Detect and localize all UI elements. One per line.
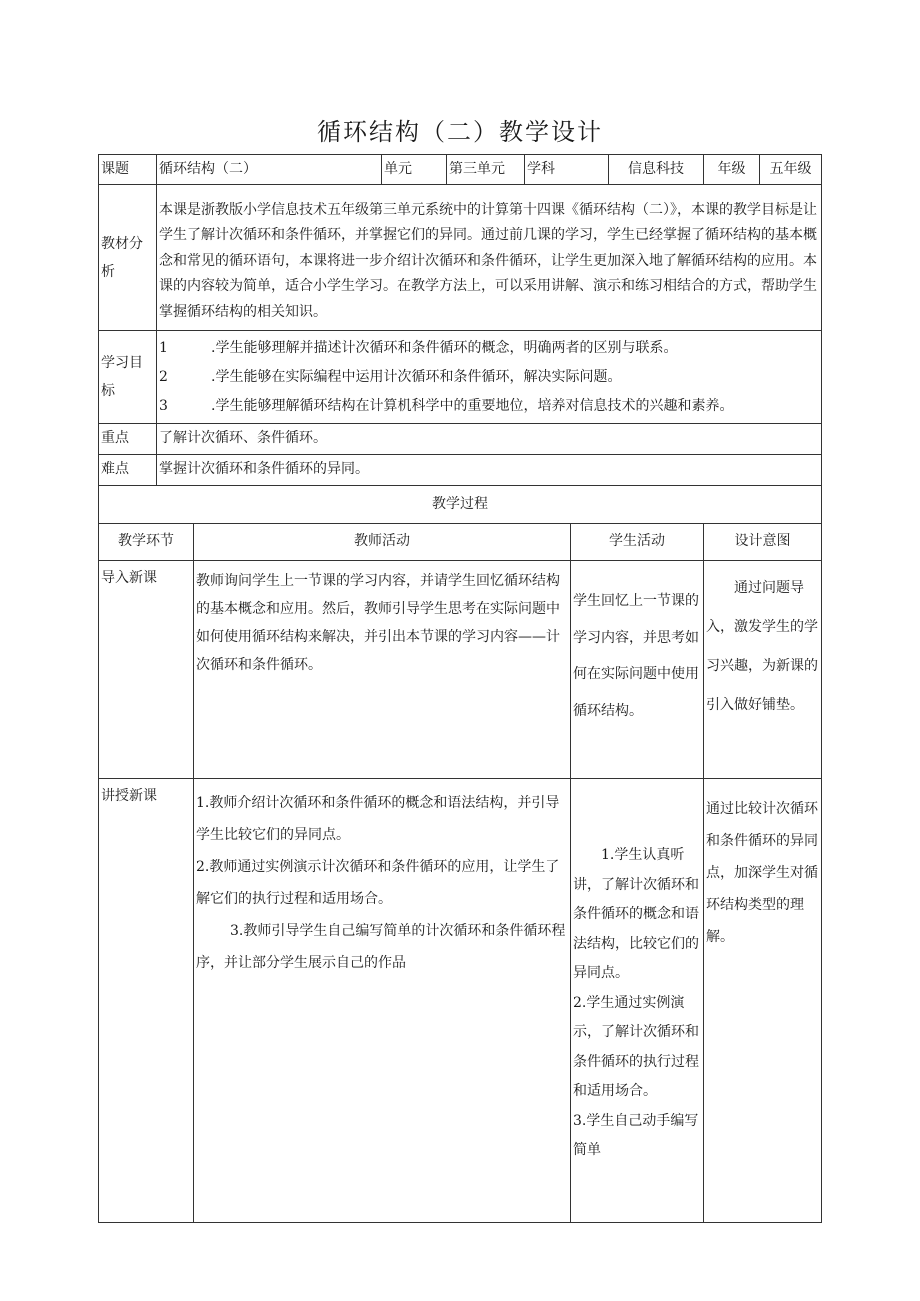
objectives-list	[157, 331, 822, 424]
process-header-row	[99, 524, 822, 561]
difficulty-label: 难点	[99, 455, 157, 486]
stage-cell: 导入新课	[99, 561, 194, 779]
difficulty-row	[99, 455, 822, 486]
objective-number: 2	[159, 368, 168, 385]
key-point-row	[99, 424, 822, 455]
student-step: 1.学生认真听讲，了解计次循环和条件循环的概念和语法结构，比较它们的异同点。	[573, 847, 699, 981]
analysis-label: 教材分析	[99, 185, 157, 331]
objective-text: .学生能够在实际编程中运用计次循环和条件循环，解决实际问题。	[211, 368, 622, 385]
header-student: 学生活动	[571, 524, 704, 561]
header-stage: 教学环节	[99, 524, 194, 561]
header-teacher: 教师活动	[194, 524, 571, 561]
student-activity-list	[571, 779, 704, 1223]
grade-label: 年级	[704, 155, 760, 185]
objectives-label: 学习目标	[99, 331, 157, 424]
objective-number: 1	[159, 339, 168, 356]
process-row-teach	[99, 779, 822, 1223]
objective-item	[159, 363, 819, 392]
header-intent: 设计意图	[704, 524, 822, 561]
topic-value: 循环结构（二）	[157, 155, 382, 185]
student-activity: 学生回忆上一节课的学习内容，并思考如何在实际问题中使用循环结构。	[571, 561, 704, 779]
teacher-activity: 教师询问学生上一节课的学习内容，并请学生回忆循环结构的基本概念和应用。然后，教师引导学生思考在实际问题中如何使用循环结构来解决，并引出本节课的学习内容——计次循环和条件循环。	[194, 561, 571, 779]
teacher-step: 3.教师引导学生自己编写简单的计次循环和条件循环程序，并让部分学生展示自己的作品	[196, 923, 566, 971]
student-step: 3.学生自己动手编写简单	[573, 1112, 699, 1158]
design-intent: 通过比较计次循环和条件循环的异同点，加深学生对循环结构类型的理解。	[704, 779, 822, 1223]
process-row-intro	[99, 561, 822, 779]
objectives-row	[99, 331, 822, 424]
lesson-plan-table	[98, 154, 822, 1223]
info-row	[99, 155, 822, 185]
stage-cell: 讲授新课	[99, 779, 194, 1223]
objective-number: 3	[159, 397, 168, 414]
objective-item	[159, 334, 819, 363]
document-title: 循环结构（二）教学设计	[317, 118, 603, 146]
analysis-text: 本课是浙教版小学信息技术五年级第三单元系统中的计算第十四课《循环结构（二）》，本课的教学目标是让学生了解计次循环和条件循环，并掌握它们的异同。通过前几课的学习，学生已经掌握了循环结构的基本概念和常见的循环语句，本课将进一步介绍计次循环和条件循环，让学生更加深入地了解循环结构的应用。本课的内容较为简单，适合小学生学习。在教学方法上，可以采用讲解、演示和练习相结合的方式，帮助学生掌握循环结构的相关知识。	[157, 185, 822, 331]
unit-value: 第三单元	[447, 155, 525, 185]
teacher-step: 2.教师通过实例演示计次循环和条件循环的应用，让学生了解它们的执行过程和适用场合。	[196, 859, 560, 907]
key-point-text: 了解计次循环、条件循环。	[157, 424, 822, 455]
subject-value: 信息科技	[609, 155, 704, 185]
subject-label: 学科	[525, 155, 609, 185]
process-title-row	[99, 486, 822, 524]
process-title: 教学过程	[99, 486, 822, 524]
design-intent: 通过问题导入，激发学生的学习兴趣，为新课的引入做好铺垫。	[704, 561, 822, 779]
objective-text: .学生能够理解并描述计次循环和条件循环的概念，明确两者的区别与联系。	[211, 339, 678, 356]
student-step: 2.学生通过实例演示，了解计次循环和条件循环的执行过程和适用场合。	[573, 994, 699, 1099]
key-point-label: 重点	[99, 424, 157, 455]
teacher-activity-list	[194, 779, 571, 1223]
difficulty-text: 掌握计次循环和条件循环的异同。	[157, 455, 822, 486]
analysis-row	[99, 185, 822, 331]
objective-item	[159, 392, 819, 421]
teacher-step: 1.教师介绍计次循环和条件循环的概念和语法结构，并引导学生比较它们的异同点。	[196, 795, 560, 843]
unit-label: 单元	[382, 155, 447, 185]
grade-value: 五年级	[760, 155, 822, 185]
objective-text: .学生能够理解循环结构在计算机科学中的重要地位，培养对信息技术的兴趣和素养。	[211, 397, 734, 414]
topic-label: 课题	[99, 155, 157, 185]
